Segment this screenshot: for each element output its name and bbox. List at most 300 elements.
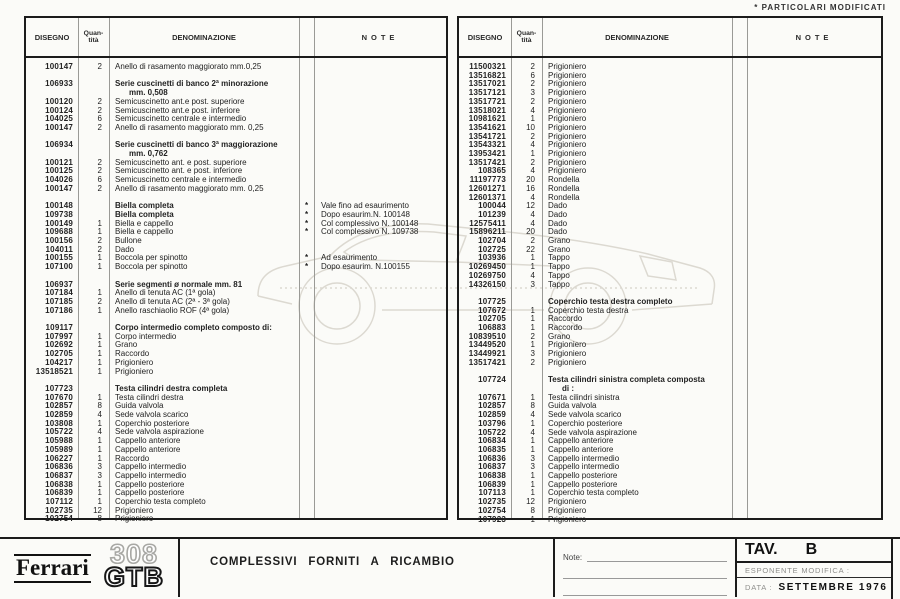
table-row <box>459 150 881 159</box>
part-number-cell: 107185 <box>45 296 73 306</box>
denomination-cell: Dado <box>548 227 568 237</box>
quantity-cell: 20 <box>526 175 535 185</box>
page-title: COMPLESSIVI FORNITI A RICAMBIO <box>210 556 455 568</box>
part-number-cell: 106883 <box>478 323 506 333</box>
part-number-cell: 100147 <box>45 62 73 71</box>
note-text-cell <box>747 185 881 194</box>
note-text-cell <box>747 394 881 403</box>
note-text-cell <box>747 420 881 429</box>
part-number-cell: 13518021 <box>468 105 506 115</box>
note-blank-line[interactable] <box>563 562 727 579</box>
note-text-cell <box>314 481 446 490</box>
note-text-cell <box>747 516 881 525</box>
part-number-cell: 100147 <box>45 122 73 132</box>
note-text-cell <box>747 115 881 124</box>
denomination-cell: Anello di rasamento maggiorato mm.0,25 <box>115 62 262 71</box>
denomination-cell: Prigioniero <box>548 497 587 507</box>
table-row <box>459 281 881 290</box>
denomination-cell: Coperchio testa destra <box>548 305 629 315</box>
quantity-cell: 1 <box>530 488 535 498</box>
quantity-cell: 1 <box>97 418 102 428</box>
note-text-cell <box>314 489 446 498</box>
table-row <box>459 472 881 481</box>
note-star-cell <box>732 194 747 203</box>
note-star-cell <box>299 141 314 158</box>
note-text-cell <box>747 298 881 307</box>
quantity-cell: 4 <box>97 410 102 420</box>
note-star-cell <box>732 463 747 472</box>
denomination-cell: Bullone <box>115 236 142 246</box>
note-text-cell <box>314 307 446 316</box>
table-row <box>26 368 446 377</box>
note-text-cell <box>314 115 446 124</box>
quantity-cell: 1 <box>97 218 102 228</box>
part-number-cell: 13516821 <box>468 70 506 80</box>
quantity-cell: 1 <box>97 349 102 359</box>
quantity-cell: 1 <box>97 288 102 298</box>
note-text-cell <box>747 211 881 220</box>
part-number-cell: 100044 <box>478 201 506 211</box>
part-number-cell: 13517421 <box>468 357 506 367</box>
part-number-cell: 107184 <box>45 288 73 298</box>
part-number-cell: 106834 <box>478 436 506 446</box>
denomination-cell: Prigioniero <box>548 340 587 350</box>
denomination-cell: Cappello intermedio <box>548 453 620 463</box>
denomination-cell: Sede valvola aspirazione <box>115 427 204 437</box>
note-text-cell <box>747 324 881 333</box>
note-star-cell <box>732 507 747 516</box>
table-body <box>26 58 446 524</box>
part-number-cell: 106837 <box>45 470 73 480</box>
part-number-cell: 107113 <box>478 488 506 498</box>
denomination-cell: Anello di rasamento maggiorato mm. 0,25 <box>115 122 264 132</box>
quantity-cell: 2 <box>530 331 535 341</box>
part-number-cell: 100125 <box>45 166 73 176</box>
note-text-cell <box>747 341 881 350</box>
data-row <box>737 578 891 596</box>
denomination-cell: Cappello anteriore <box>548 444 614 454</box>
table-row <box>459 220 881 229</box>
note-text-cell <box>747 202 881 211</box>
part-number-cell: 102692 <box>45 340 73 350</box>
table-row <box>26 385 446 394</box>
quantity-cell: 2 <box>97 166 102 176</box>
table-row <box>26 489 446 498</box>
note-text-cell <box>314 368 446 377</box>
note-star-cell <box>299 350 314 359</box>
part-number-cell: 106227 <box>45 453 73 463</box>
quantity-cell: 2 <box>530 131 535 141</box>
note-star-cell <box>732 359 747 368</box>
part-number-cell: 109688 <box>45 227 73 237</box>
table-row <box>459 394 881 403</box>
table-row <box>459 420 881 429</box>
denomination-cell: Prigioniero <box>548 157 587 167</box>
quantity-cell: 12 <box>526 497 535 507</box>
quantity-cell: 1 <box>530 253 535 263</box>
part-number-cell: 102754 <box>478 505 506 515</box>
table-row <box>459 446 881 455</box>
table-row <box>26 289 446 298</box>
note-text-cell <box>314 350 446 359</box>
quantity-cell: 10 <box>526 122 535 132</box>
quantity-cell: 2 <box>530 357 535 367</box>
table-row <box>459 324 881 333</box>
table-row <box>459 341 881 350</box>
table-row <box>459 507 881 516</box>
part-number-cell: 107725 <box>478 296 506 306</box>
quantity-cell <box>78 324 109 333</box>
part-number-cell: 13517121 <box>468 88 506 98</box>
note-star-cell <box>299 385 314 394</box>
denomination-cell: Prigioniero <box>548 88 587 98</box>
table-row <box>459 489 881 498</box>
quantity-cell: 12 <box>526 201 535 211</box>
part-number-cell: 108365 <box>478 166 506 176</box>
quantity-cell: 12 <box>93 505 102 515</box>
denomination-cell: Prigioniero <box>115 366 154 376</box>
denomination-cell: Corpo intermedio <box>115 331 177 341</box>
part-number-cell: 107671 <box>478 392 506 402</box>
denomination-cell: Dado <box>115 244 135 254</box>
table-row <box>459 263 881 272</box>
table-row <box>26 402 446 411</box>
part-number-cell: 13517021 <box>468 79 506 89</box>
denomination-cell: Coperchio testa completo <box>115 497 206 507</box>
quantity-cell: 1 <box>97 444 102 454</box>
note-star-cell <box>299 289 314 298</box>
denomination-cell: Boccola per spinotto <box>115 262 188 272</box>
note-text-cell <box>747 472 881 481</box>
note-text-cell <box>747 446 881 455</box>
table-row <box>459 159 881 168</box>
note-text-cell <box>747 463 881 472</box>
quantity-cell: 4 <box>530 192 535 202</box>
note-star-cell: * <box>304 209 309 219</box>
denomination-cell: Coperchio posteriore <box>115 418 190 428</box>
table-row <box>26 420 446 429</box>
note-star-cell <box>299 115 314 124</box>
denomination-cell: Semicuscinetto ant.e post. superiore <box>115 96 245 106</box>
table-row <box>459 185 881 194</box>
note-text-cell <box>314 289 446 298</box>
quantity-cell: 1 <box>530 471 535 481</box>
table-row <box>459 516 881 525</box>
part-number-cell: 106934 <box>45 140 73 150</box>
table-row <box>459 402 881 411</box>
denomination-cell: Anello raschiaolio ROF (4ª gola) <box>115 305 230 315</box>
part-number-cell: 106836 <box>478 453 506 463</box>
note-text-cell <box>314 124 446 133</box>
note-star-cell <box>299 428 314 437</box>
part-number-cell: 13517721 <box>468 96 506 106</box>
denomination-cell: Prigioniero <box>548 114 587 124</box>
part-number-cell: 107997 <box>45 331 73 341</box>
note-text-cell <box>314 446 446 455</box>
part-number-cell: 12575411 <box>469 218 506 228</box>
part-number-cell: 102754 <box>45 514 73 524</box>
quantity-cell: 1 <box>530 340 535 350</box>
denomination-cell: Prigioniero <box>548 166 587 176</box>
part-number-cell: 106839 <box>45 488 73 498</box>
note-text-cell <box>314 411 446 420</box>
table-row <box>459 437 881 446</box>
part-number-cell: 104025 <box>45 114 73 124</box>
quantity-cell: 1 <box>97 366 102 376</box>
table-row <box>26 481 446 490</box>
note-text-cell <box>314 80 446 97</box>
quantity-cell: 1 <box>530 418 535 428</box>
denomination-cell: Prigioniero <box>115 514 154 524</box>
note-star-cell <box>732 98 747 107</box>
denomination-cell: Grano <box>548 331 571 341</box>
denomination-cell: Semicuscinetto ant. e post. inferiore <box>115 166 243 176</box>
denomination-cell: Serie cuscinetti di banco 3ª maggiorazione mm. 0,762 <box>115 140 278 158</box>
note-star-cell <box>732 402 747 411</box>
note-star-cell <box>732 220 747 229</box>
denomination-cell: Cappello posteriore <box>548 471 618 481</box>
note-text-cell <box>314 237 446 246</box>
note-star-cell <box>732 341 747 350</box>
quantity-cell: 4 <box>530 140 535 150</box>
note-text-cell <box>747 376 881 393</box>
part-number-cell: 13953421 <box>468 149 506 159</box>
quantity-cell: 1 <box>530 436 535 446</box>
note-text-cell: Col complessivo N. 109738 <box>321 227 419 237</box>
table-row <box>459 89 881 98</box>
denomination-cell: Raccordo <box>115 349 150 359</box>
note-star-cell <box>732 211 747 220</box>
note-text-cell <box>314 185 446 194</box>
quantity-cell: 2 <box>530 79 535 89</box>
denomination-cell: Prigioniero <box>115 357 154 367</box>
denomination-cell: Testa cilindri destra <box>115 392 184 402</box>
table-row <box>26 359 446 368</box>
part-number-cell: 100124 <box>45 105 73 115</box>
note-text-cell <box>314 333 446 342</box>
note-text-cell <box>747 133 881 142</box>
part-number-cell: 103796 <box>478 418 506 428</box>
quantity-cell: 2 <box>97 183 102 193</box>
table-header <box>459 18 881 58</box>
denomination-cell: Prigioniero <box>548 122 587 132</box>
note-star-cell <box>732 185 747 194</box>
note-star-cell <box>299 515 314 524</box>
note-text-cell <box>314 359 446 368</box>
part-number-cell: 102705 <box>478 314 506 324</box>
data-value: SETTEMBRE 1976 <box>778 581 888 593</box>
note-blank-line[interactable] <box>563 579 727 596</box>
quantity-cell: 3 <box>530 88 535 98</box>
table-row <box>26 298 446 307</box>
denomination-cell: Anello di tenuta AC (1ª gola) <box>115 288 216 298</box>
part-number-cell: 13517421 <box>468 157 506 167</box>
table-row <box>459 429 881 438</box>
denomination-cell: Prigioniero <box>548 62 587 71</box>
quantity-cell: 1 <box>97 227 102 237</box>
header-denominazione: DENOMINAZIONE <box>605 32 669 42</box>
part-number-cell: 109738 <box>45 209 73 219</box>
quantity-cell: 4 <box>530 209 535 219</box>
brand-logo <box>0 539 178 599</box>
note-star-cell <box>299 98 314 107</box>
quantity-cell: 2 <box>97 157 102 167</box>
quantity-cell: 1 <box>530 392 535 402</box>
part-number-cell: 100148 <box>45 201 73 211</box>
denomination-cell: Tappo <box>548 262 570 272</box>
quantity-cell: 3 <box>97 462 102 472</box>
note-text-cell: Dopo esaurim. N.100155 <box>321 262 410 272</box>
tav-row <box>737 539 891 563</box>
denomination-cell: Prigioniero <box>115 505 154 515</box>
quantity-cell: 2 <box>97 244 102 254</box>
note-star-cell <box>732 115 747 124</box>
part-number-cell: 13541621 <box>468 122 506 132</box>
table-row <box>459 228 881 237</box>
table-row <box>459 246 881 255</box>
note-star-cell <box>732 107 747 116</box>
note-star-cell <box>299 455 314 464</box>
note-text-cell <box>747 437 881 446</box>
denomination-cell: Cappello anteriore <box>548 436 614 446</box>
quantity-cell: 1 <box>530 444 535 454</box>
denomination-cell: Semicuscinetto ant. e post. superiore <box>115 157 247 167</box>
title-block <box>0 537 900 597</box>
note-text-cell <box>314 167 446 176</box>
quantity-cell: 6 <box>97 175 102 185</box>
quantity-cell: 3 <box>530 462 535 472</box>
table-row <box>26 507 446 516</box>
note-text-cell: Ad esaurimento <box>321 253 378 263</box>
part-number-cell: 13543321 <box>468 140 506 150</box>
denomination-cell: Cappello posteriore <box>115 479 185 489</box>
denomination-cell: Cappello anteriore <box>115 444 181 454</box>
part-number-cell: 106933 <box>45 79 73 89</box>
quantity-cell: 1 <box>97 479 102 489</box>
denomination-cell: Semicuscinetto centrale e intermedio <box>115 114 247 124</box>
denomination-cell: Rondella <box>548 175 580 185</box>
part-number-cell: 10839510 <box>468 331 506 341</box>
quantity-cell: 2 <box>97 122 102 132</box>
table-row <box>459 315 881 324</box>
note-star-cell <box>732 516 747 525</box>
note-text-cell <box>314 515 446 524</box>
part-number-cell: 105722 <box>478 427 506 437</box>
note-star-cell <box>732 298 747 307</box>
denomination-cell: Cappello intermedio <box>548 462 620 472</box>
note-text-cell <box>747 498 881 507</box>
denomination-cell: Biella e cappello <box>115 218 174 228</box>
part-number-cell: 12601271 <box>468 183 506 193</box>
part-number-cell: 100156 <box>45 236 73 246</box>
note-label: Note: <box>563 553 583 562</box>
note-star-cell <box>299 420 314 429</box>
note-star-cell <box>299 333 314 342</box>
note-text-cell <box>747 159 881 168</box>
note-text-cell <box>314 428 446 437</box>
denomination-cell: Prigioniero <box>548 505 587 515</box>
note-text-cell <box>747 167 881 176</box>
denomination-cell: Prigioniero <box>548 96 587 106</box>
note-blank-line[interactable] <box>587 545 727 562</box>
quantity-cell: 1 <box>530 149 535 159</box>
note-text-cell <box>747 176 881 185</box>
table-row <box>459 333 881 342</box>
row-gap <box>26 376 446 385</box>
quantity-cell: 2 <box>97 105 102 115</box>
part-number-cell: 11500321 <box>469 62 506 71</box>
table-row <box>459 307 881 316</box>
quantity-cell: 1 <box>97 305 102 315</box>
table-row <box>459 272 881 281</box>
quantity-cell: 8 <box>97 401 102 411</box>
denomination-cell: Prigioniero <box>548 349 587 359</box>
table-row <box>459 72 881 81</box>
table-row <box>26 472 446 481</box>
quantity-cell: 6 <box>530 70 535 80</box>
table-row <box>26 455 446 464</box>
part-number-cell: 102735 <box>478 497 506 507</box>
note-star-cell <box>732 446 747 455</box>
part-number-cell: 102857 <box>478 401 506 411</box>
note-star-cell: * <box>304 227 309 237</box>
part-number-cell: 102859 <box>478 410 506 420</box>
denomination-cell: Biella completa <box>115 209 174 219</box>
note-text-cell <box>747 98 881 107</box>
denomination-cell: Guida valvola <box>115 401 164 411</box>
denomination-cell: Raccordo <box>115 453 150 463</box>
note-text-cell <box>314 141 446 158</box>
note-text-cell <box>747 411 881 420</box>
note-text-cell <box>314 298 446 307</box>
denomination-cell: Prigioniero <box>548 514 587 524</box>
quantity-cell: 1 <box>97 331 102 341</box>
table-row <box>459 376 881 393</box>
quantity-cell <box>78 211 109 220</box>
part-number-cell: 10981621 <box>468 114 506 124</box>
denomination-cell: Dado <box>548 201 568 211</box>
quantity-cell: 4 <box>530 105 535 115</box>
quantity-cell: 1 <box>530 514 535 524</box>
table-row <box>26 281 446 290</box>
quantity-cell <box>78 385 109 394</box>
denomination-cell: Cappello posteriore <box>548 479 618 489</box>
note-text-cell <box>747 333 881 342</box>
quantity-cell: 22 <box>526 244 535 254</box>
table-row <box>26 63 446 72</box>
note-star-cell <box>299 281 314 290</box>
denomination-cell: Serie segmenti ø normale mm. 81 <box>115 279 243 289</box>
denomination-cell: Raccordo <box>548 323 583 333</box>
note-star-cell <box>299 498 314 507</box>
model-badge-308-gtb: 308 GTB <box>104 539 164 592</box>
note-text-cell <box>314 420 446 429</box>
note-star-cell <box>299 324 314 333</box>
table-row <box>459 237 881 246</box>
quantity-cell <box>511 298 542 307</box>
note-star-cell <box>299 124 314 133</box>
tav-label: TAV. <box>745 541 778 558</box>
part-number-cell: 107923 <box>478 514 506 524</box>
part-number-cell: 10269450 <box>468 262 506 272</box>
table-row <box>459 63 881 72</box>
note-text-cell <box>747 481 881 490</box>
note-text-cell <box>314 463 446 472</box>
quantity-cell: 3 <box>97 470 102 480</box>
note-star-cell <box>732 411 747 420</box>
quantity-cell: 8 <box>530 401 535 411</box>
header-disegno: DISEGNO <box>467 32 503 42</box>
